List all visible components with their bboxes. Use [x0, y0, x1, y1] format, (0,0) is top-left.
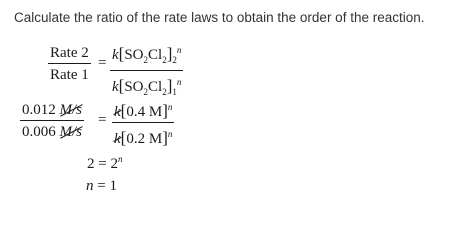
cancelled-k: k — [114, 131, 121, 147]
equals-sign: = — [98, 156, 107, 172]
concentration-2: k[0.4 M]$^n$ — [112, 98, 174, 123]
measured-rate-fraction — [20, 101, 84, 141]
equation-power — [87, 154, 122, 173]
cancelled-unit: M/s — [59, 124, 82, 140]
concentration-1: k[0.2 M]$^n$ — [114, 128, 173, 147]
rate-2-label: Rate 2 — [48, 44, 91, 64]
power-exponent: n — [117, 154, 123, 164]
cancelled-unit: M/s — [59, 102, 82, 118]
equation-result — [86, 178, 117, 195]
instruction-text: Calculate the ratio of the rate laws to obtain the order of the reaction. — [14, 10, 425, 25]
rate-law-1: $k[SO_2Cl_2]_1^n$ — [112, 76, 182, 97]
rate-1-value: 0.006 M/s — [22, 124, 82, 140]
rate-2-value: 0.012 M/s — [20, 101, 84, 121]
power-base: 2 — [110, 156, 118, 172]
equals-sign: = — [98, 112, 107, 128]
concentration-fraction — [112, 98, 174, 148]
rate-law-ratio-fraction — [110, 41, 183, 101]
rate-law-2: $k[SO_2Cl_2]_2^n$ — [110, 41, 183, 71]
order-value: 1 — [109, 178, 117, 194]
equals-sign: = — [97, 178, 106, 194]
cancelled-k: k — [114, 104, 121, 120]
rate-1-label: Rate 1 — [50, 67, 89, 83]
rate-ratio-fraction — [48, 44, 91, 84]
equals-sign: = — [98, 55, 107, 71]
lhs-value: 2 — [87, 156, 95, 172]
order-variable: n — [86, 178, 94, 194]
